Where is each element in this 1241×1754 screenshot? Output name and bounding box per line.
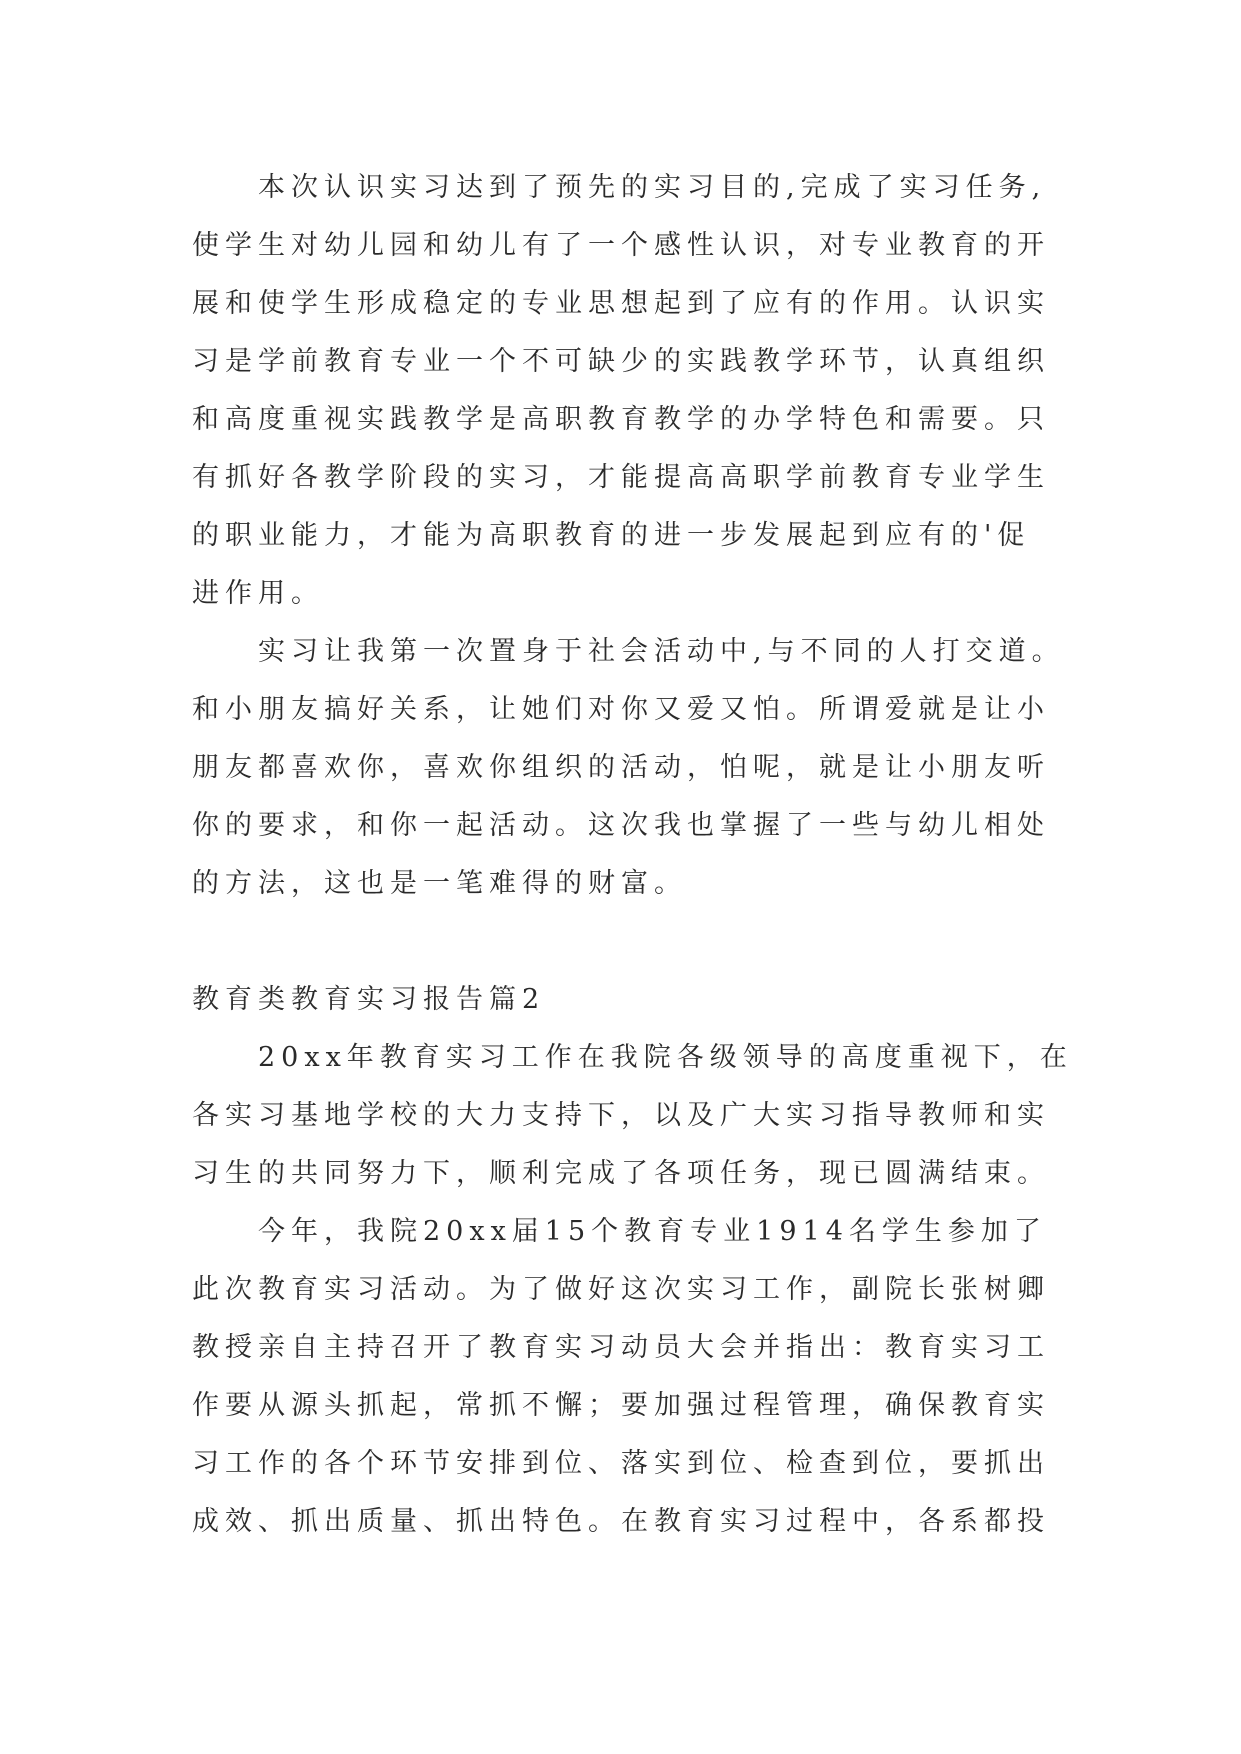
text-line: 你的要求，和你一起活动。这次我也掌握了一些与幼儿相处 [192,810,1050,841]
text-line: 今年，我院20xx届15个教育专业1914名学生参加了 [258,1216,1047,1247]
text-line: 各实习基地学校的大力支持下，以及广大实习指导教师和实 [192,1100,1050,1131]
text-line: 使学生对幼儿园和幼儿有了一个感性认识，对专业教育的开 [192,230,1050,261]
text-line: 此次教育实习活动。为了做好这次实习工作，副院长张树卿 [192,1274,1050,1305]
text-line: 和小朋友搞好关系，让她们对你又爱又怕。所谓爱就是让小 [192,694,1050,725]
paragraph-social-experience [192,623,1192,913]
text-line: 展和使学生形成稳定的专业思想起到了应有的作用。认识实 [192,288,1050,319]
text-line: 的方法，这也是一笔难得的财富。 [192,868,687,899]
text-line: 习是学前教育专业一个不可缺少的实践教学环节，认真组织 [192,346,1050,377]
text-line: 朋友都喜欢你，喜欢你组织的活动，怕呢，就是让小朋友听 [192,752,1050,783]
text-line: 成效、抓出质量、抓出特色。在教育实习过程中，各系都投 [192,1506,1050,1537]
section-spacer [192,913,1192,971]
text-line: 20xx年教育实习工作在我院各级领导的高度重视下，在 [258,1042,1073,1073]
section-heading: 教育类教育实习报告篇2 [192,984,546,1015]
text-line: 有抓好各教学阶段的实习，才能提高高职学前教育专业学生 [192,462,1050,493]
paragraph-internship-mobilization [192,1203,1192,1551]
text-line: 实习让我第一次置身于社会活动中,与不同的人打交道。 [258,636,1065,667]
text-line: 和高度重视实践教学是高职教育教学的办学特色和需要。只 [192,404,1050,435]
text-line: 作要从源头抓起，常抓不懈；要加强过程管理，确保教育实 [192,1390,1050,1421]
text-line: 本次认识实习达到了预先的实习目的,完成了实习任务, [258,172,1047,203]
text-line: 的职业能力，才能为高职教育的进一步发展起到应有的'促 [192,520,1031,551]
text-line: 教授亲自主持召开了教育实习动员大会并指出：教育实习工 [192,1332,1050,1363]
paragraph-internship-completion [192,1029,1192,1203]
text-line: 进作用。 [192,578,324,609]
document-body [192,159,1192,1551]
text-line: 习工作的各个环节安排到位、落实到位、检查到位，要抓出 [192,1448,1050,1479]
text-line: 习生的共同努力下，顺利完成了各项任务，现已圆满结束。 [192,1158,1050,1189]
paragraph-internship-summary [192,159,1192,623]
